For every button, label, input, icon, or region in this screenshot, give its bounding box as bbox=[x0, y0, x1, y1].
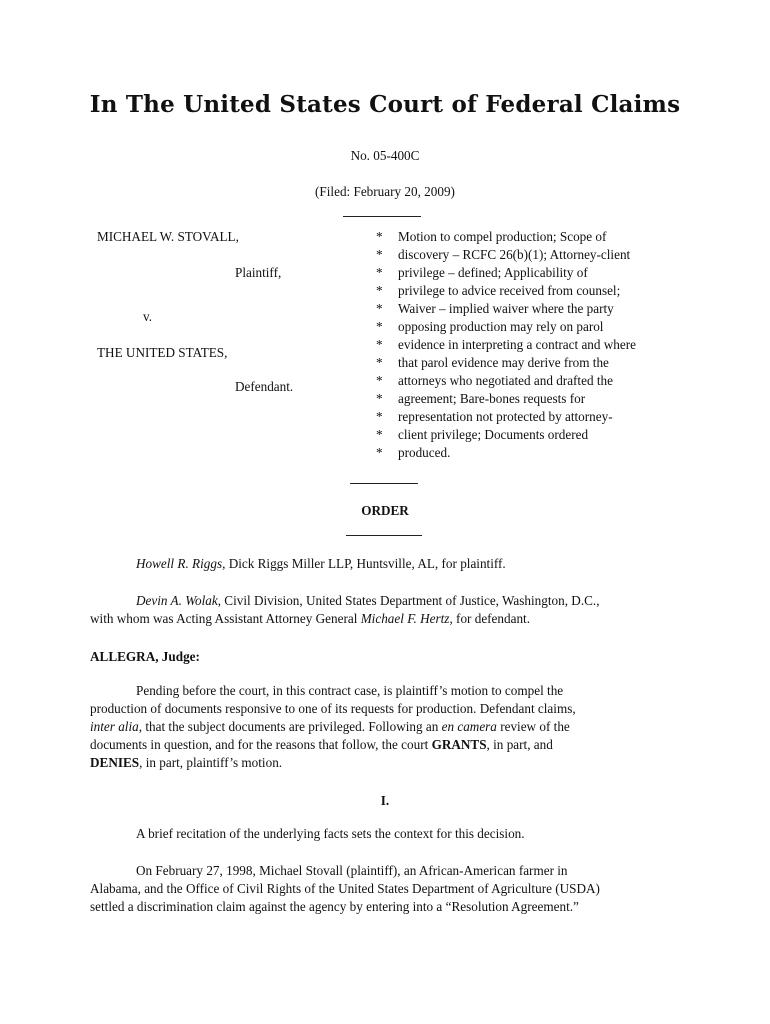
star: * bbox=[376, 319, 383, 334]
headnote-line: privilege to advice received from counsel; bbox=[398, 283, 621, 298]
star: * bbox=[376, 409, 383, 424]
headnote-line: produced. bbox=[398, 445, 451, 460]
paragraph-line: Pending before the court, in this contract case, is plaintiff’s motion to compel the bbox=[136, 683, 564, 698]
defendant-counsel bbox=[90, 592, 680, 628]
latin-term: en camera bbox=[441, 719, 497, 734]
star: * bbox=[376, 229, 383, 244]
paragraph-text: , that the subject documents are privileged. Following an bbox=[138, 719, 442, 734]
paragraph-text: , in part, plaintiff’s motion. bbox=[139, 755, 283, 770]
star: * bbox=[376, 337, 383, 352]
facts-paragraph-2 bbox=[90, 862, 680, 916]
defendant-counsel-text: , for defendant. bbox=[449, 611, 531, 626]
paragraph-line: On February 27, 1998, Michael Stovall (plaintiff), an African-American farmer in bbox=[136, 863, 568, 878]
defendant-attorney: Devin A. Wolak bbox=[136, 593, 218, 608]
section-heading: I. bbox=[380, 793, 390, 808]
paragraph-line: Alabama, and the Office of Civil Rights of the United States Department of Agriculture (USDA) bbox=[90, 881, 600, 896]
defendant-name: THE UNITED STATES, bbox=[97, 345, 228, 360]
intro-paragraph bbox=[90, 682, 680, 772]
star: * bbox=[376, 445, 383, 460]
order-heading: ORDER bbox=[361, 503, 409, 518]
headnote-line: agreement; Bare-bones requests for bbox=[398, 391, 586, 406]
caption-rule bbox=[350, 483, 418, 484]
header-rule bbox=[343, 216, 421, 217]
defendant-role: Defendant. bbox=[235, 379, 294, 394]
plaintiff-counsel bbox=[90, 555, 680, 573]
headnote-line: privilege – defined; Applicability of bbox=[398, 265, 588, 280]
supervising-attorney: Michael F. Hertz bbox=[360, 611, 450, 626]
star: * bbox=[376, 373, 383, 388]
paragraph-line: production of documents responsive to one of its requests for production. Defendant claims, bbox=[90, 701, 576, 716]
ruling-denies: DENIES bbox=[90, 755, 140, 770]
defendant-counsel-text: with whom was Acting Assistant Attorney General bbox=[90, 611, 361, 626]
headnote-line: client privilege; Documents ordered bbox=[398, 427, 589, 442]
ruling-grants: GRANTS bbox=[431, 737, 487, 752]
paragraph-line: settled a discrimination claim against the agency by entering into a “Resolution Agreement.” bbox=[90, 899, 579, 914]
headnote bbox=[398, 228, 678, 462]
paragraph-text: review of the bbox=[496, 719, 570, 734]
case-number: No. 05-400C bbox=[350, 148, 420, 163]
star: * bbox=[376, 247, 383, 262]
latin-term: inter alia bbox=[90, 719, 139, 734]
paragraph-text: documents in question, and for the reasons that follow, the court bbox=[90, 737, 432, 752]
headnote-line: opposing production may rely on parol bbox=[398, 319, 604, 334]
headnote-line: representation not protected by attorney- bbox=[398, 409, 613, 424]
paragraph-line: A brief recitation of the underlying facts sets the context for this decision. bbox=[136, 826, 525, 841]
filed-date: (Filed: February 20, 2009) bbox=[315, 184, 455, 199]
headnote-line: that parol evidence may derive from the bbox=[398, 355, 609, 370]
headnote-line: Motion to compel production; Scope of bbox=[398, 229, 607, 244]
court-title: In The United States Court of Federal Claims bbox=[89, 91, 681, 118]
star: * bbox=[376, 301, 383, 316]
defendant-counsel-text: , Civil Division, United States Department of Justice, Washington, D.C., bbox=[217, 593, 600, 608]
headnote-line: attorneys who negotiated and drafted the bbox=[398, 373, 613, 388]
headnote-line: evidence in interpreting a contract and where bbox=[398, 337, 636, 352]
plaintiff-attorney: Howell R. Riggs, bbox=[136, 556, 226, 571]
order-rule bbox=[346, 535, 422, 536]
plaintiff-firm: Dick Riggs Miller LLP, Huntsville, AL, for plaintiff. bbox=[225, 556, 506, 571]
star: * bbox=[376, 283, 383, 298]
judge-name: ALLEGRA, Judge: bbox=[90, 649, 200, 664]
star: * bbox=[376, 391, 383, 406]
headnote-line: Waiver – implied waiver where the party bbox=[398, 301, 614, 316]
headnote-line: discovery – RCFC 26(b)(1); Attorney-client bbox=[398, 247, 631, 262]
plaintiff-role: Plaintiff, bbox=[235, 265, 282, 280]
star: * bbox=[376, 427, 383, 442]
plaintiff-name: MICHAEL W. STOVALL, bbox=[97, 229, 239, 244]
star: * bbox=[376, 265, 383, 280]
facts-paragraph-1 bbox=[90, 825, 680, 843]
star: * bbox=[376, 355, 383, 370]
versus: v. bbox=[143, 309, 153, 324]
paragraph-text: , in part, and bbox=[486, 737, 553, 752]
caption-star-column bbox=[376, 228, 386, 462]
